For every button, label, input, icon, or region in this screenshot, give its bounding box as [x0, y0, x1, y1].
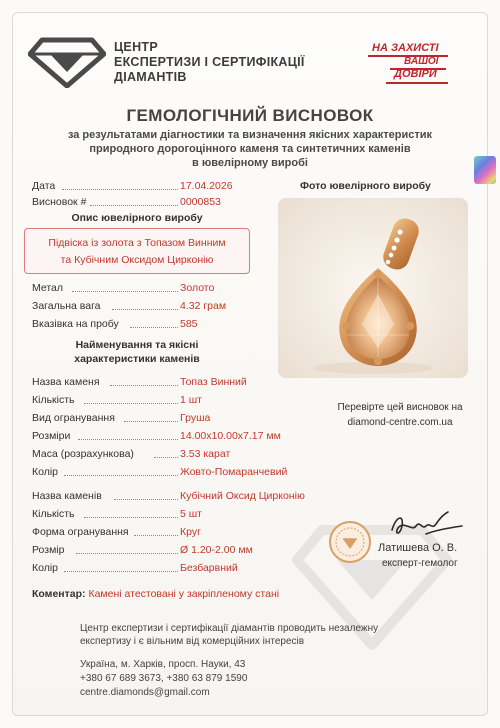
weight-value: 4.32 грам: [180, 300, 227, 312]
dots: [110, 376, 178, 386]
metal-value: Золото: [180, 282, 215, 294]
dots: [62, 180, 178, 190]
stones-section-title: [0, 338, 274, 366]
weight-label: Загальна вага: [32, 300, 101, 312]
org-line-3: ДІАМАНТІВ: [114, 70, 187, 84]
footer-line-2: експертизу і є вільним від комерційних інтересів: [80, 636, 305, 647]
stone2-size-label: Розмір: [32, 544, 65, 556]
dots: [84, 394, 178, 404]
verify-line-1: Перевірте цей висновок на: [337, 402, 463, 413]
expert-name: Латишева О. В.: [378, 542, 458, 554]
stone1-cut-value: Груша: [180, 412, 211, 424]
stone2-color-label: Колір: [32, 562, 59, 574]
dots: [84, 508, 178, 518]
stone2-qty-label: Кількість: [32, 508, 75, 520]
pendant-image: [278, 198, 468, 378]
stone2-cut-value: Круг: [180, 526, 201, 538]
stamp-line-2: ВАШОЇ: [404, 56, 439, 67]
comment-value: Камені атестовані у закріпленому стані: [88, 588, 280, 600]
stone1-qty-value: 1 шт: [180, 394, 202, 406]
stamp-bar-3: [386, 82, 448, 84]
footer-disclaimer: [80, 622, 440, 648]
stone2-name-value: Кубічний Оксид Цирконію: [180, 490, 305, 502]
subtitle-line-2: природного дорогоцінного каменя та синтетичних каменів: [89, 143, 411, 155]
dots: [90, 196, 178, 206]
comment-label: Коментар:: [32, 588, 86, 600]
photo-title: Фото ювелірного виробу: [300, 180, 431, 192]
item-description-box: [24, 228, 250, 274]
assay-value: 585: [180, 318, 198, 330]
footer-phones: +380 67 689 3673, +380 63 879 1590: [80, 673, 248, 684]
number-value: 0000853: [180, 196, 221, 208]
stone2-size-value: Ø 1.20-2.00 мм: [180, 544, 253, 556]
dots: [72, 282, 178, 292]
stamp-line-3: ДОВІРИ: [394, 68, 437, 80]
dots: [76, 544, 178, 554]
dots: [64, 562, 178, 572]
stone1-color-label: Колір: [32, 466, 59, 478]
hologram-sticker: [474, 156, 496, 184]
number-label: Висновок #: [32, 196, 87, 208]
verify-link[interactable]: diamond-centre.com.ua: [347, 417, 453, 428]
footer-line-1: Центр експертизи і сертифікації діамантів проводить незалежну: [80, 623, 379, 634]
verification-note: [310, 400, 490, 430]
org-line-2: ЕКСПЕРТИЗИ І СЕРТИФІКАЦІЇ: [114, 55, 305, 69]
dots: [78, 430, 178, 440]
dots: [112, 300, 178, 310]
stones-title-line-2: характеристики каменів: [74, 353, 200, 365]
stone1-cut-label: Вид огранування: [32, 412, 115, 424]
organization-name: [114, 40, 305, 85]
stone2-qty-value: 5 шт: [180, 508, 202, 520]
stone1-qty-label: Кількість: [32, 394, 75, 406]
org-line-1: ЦЕНТР: [114, 40, 158, 54]
dots: [154, 448, 178, 458]
jewelry-photo: [278, 198, 468, 378]
stamp-line-1: НА ЗАХИСТІ: [372, 42, 439, 54]
gemologist-seal-icon: [328, 520, 372, 564]
stone1-name-value: Топаз Винний: [180, 376, 247, 388]
document-subtitle: [40, 128, 460, 170]
stone2-name-label: Назва каменів: [32, 490, 102, 502]
dots: [114, 490, 178, 500]
stone1-color-value: Жовто-Помаранчевий: [180, 466, 288, 478]
stone1-size-value: 14.00x10.00x7.17 мм: [180, 430, 281, 442]
date-value: 17.04.2026: [180, 180, 233, 192]
comment-row: [32, 588, 279, 600]
footer-contacts: [80, 658, 247, 700]
footer-address: Україна, м. Харків, просп. Науки, 43: [80, 659, 246, 670]
motto-stamp: [360, 40, 452, 84]
expert-signature: [386, 508, 466, 540]
dots: [64, 466, 178, 476]
date-label: Дата: [32, 180, 56, 192]
metal-label: Метал: [32, 282, 64, 294]
stone2-color-value: Безбарвний: [180, 562, 238, 574]
stone1-size-label: Розміри: [32, 430, 71, 442]
subtitle-line-3: в ювелірному виробі: [192, 157, 308, 169]
description-line-1: Підвіска із золота з Топазом Винним: [48, 237, 226, 249]
stones-title-line-1: Найменування та якісні: [75, 339, 199, 351]
assay-label: Вказівка на пробу: [32, 318, 119, 330]
document-title: ГЕМОЛОГІЧНИЙ ВИСНОВОК: [126, 106, 374, 125]
dots: [124, 412, 178, 422]
dots: [134, 526, 178, 536]
footer-email[interactable]: centre.diamonds@gmail.com: [80, 687, 210, 698]
stone1-mass-value: 3.53 карат: [180, 448, 231, 460]
item-section-title: Опис ювелірного виробу: [71, 212, 203, 224]
description-line-2: та Кубічним Оксидом Цирконію: [60, 254, 214, 266]
diamond-logo-icon: [28, 34, 106, 88]
stone2-cut-label: Форма огранування: [32, 526, 129, 538]
stone1-mass-label: Маса (розрахункова): [32, 448, 134, 460]
expert-role: експерт-гемолог: [382, 558, 458, 569]
subtitle-line-1: за результатами діагностики та визначення якісних характеристик: [67, 129, 433, 141]
dots: [130, 318, 178, 328]
stone1-name-label: Назва каменя: [32, 376, 100, 388]
